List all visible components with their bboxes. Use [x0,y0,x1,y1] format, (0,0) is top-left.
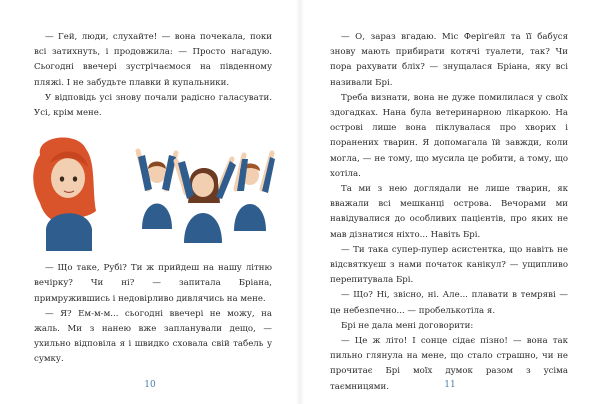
book-gutter [296,0,304,404]
boy-figure-2 [234,153,275,231]
paragraph: — Що таке, Рубі? Ти ж прийдеш на нашу літню вечірку? Чи ні? — запитала Бріана, примружившись і недовірливо дивлячись на мене. [34,263,272,304]
illustration-art [26,133,276,251]
paragraph: — Що? Ні, звісно, ні. Але... плавати в темряві — це небезпечно... — пробелькотіла я. [330,290,568,316]
right-page [300,0,600,404]
page-number: 11 [444,380,456,390]
paragraph: — Гей, люди, слухайте! — вона почекала, поки всі затихнуть, і продовжила: — Просто нагадую. Сьогодні ввечері зустрічаємося на південному пляжі. І не забудьте плавки й купальники. [34,32,272,88]
paragraph: — О, зараз вгадаю. Міс Феріґейл та її бабуся знову мають прибирати котячі туалети, так? Чи пора рахувати бліх? — знущалася Бріана, яку всі називали Брі. [330,32,568,88]
boy-figure-1 [138,151,176,229]
paragraph: Треба визнати, вона не дуже помилилася у своїх здогадках. Нана була ветеринарною лікаркою. На острові лише вона піклувалася про хворих і поранених тварин. Я допомагала їй завжди, коли могла, — не тому, що мусила це робити, а тому, що хотіла. [330,92,568,179]
ruby-figure [33,138,96,251]
kids-illustration [26,133,276,251]
girl-figure [176,159,236,243]
paragraph: Та ми з нею доглядали не лише тварин, як вважали всі мешканці острова. Вечорами ми навідувалися до особливих пацієнтів, про яких не мав дізнатися ніхто... Навіть Брі. [330,184,568,240]
paragraph: — Ти така супер-пупер асистентка, що навіть не відсвяткуєш з нами початок канікул? — ущипливо перепитувала Брі. [330,244,568,286]
paragraph: У відповідь усі знову почали радісно галасувати. Усі, крім мене. [34,92,272,119]
paragraph: — Я? Ем-м-м... сьогодні ввечері не можу, на жаль. Ми з нанею вже запланували дещо, — ухильно відповіла я і швидко сховала свій табель у сумку. [34,308,272,365]
paragraph: — Це ж літо! І сонце сідає пізно! — вона так пильно глянула на мене, що стало страшно, чи не прочитає Брі моїх думок разом з усіма таємницями. [330,336,568,392]
page-number: 10 [144,380,156,390]
paragraph: Брі не дала мені договорити: [341,320,474,331]
